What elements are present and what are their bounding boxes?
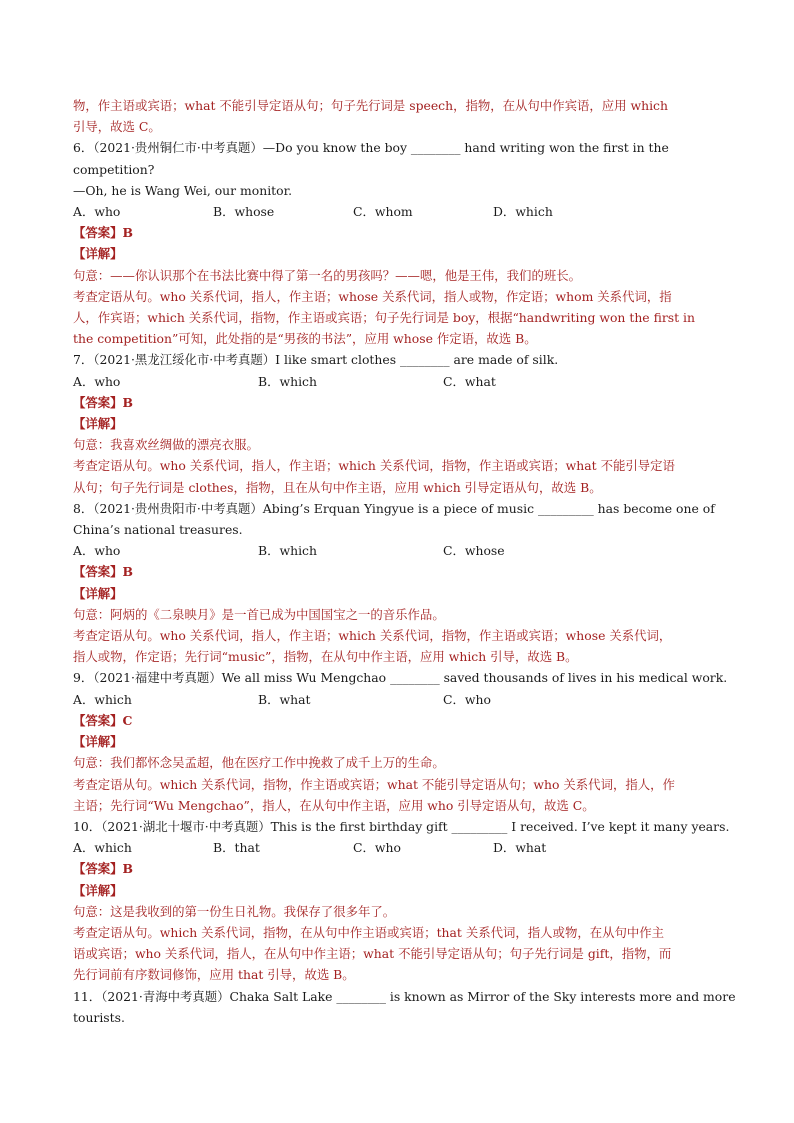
explanation (73, 265, 725, 350)
option-c: C．who (443, 691, 491, 707)
question-stem: 11．（2021·青海中考真题）Chaka Salt Lake ________ is known as Mirror of the Sky interests more and more (73, 988, 736, 1004)
detail-label: 【详解】 (73, 734, 123, 750)
question-stem: 6．（2021·贵州铜仁市·中考真题）—Do you know the boy ________ hand writing won the first in the (73, 140, 669, 156)
explanation-line: 考查定语从句。which 关系代词，指物，在从句中作主语或宾语；that 关系代词，指人或物，在从句中作主 (73, 924, 665, 940)
answer-label: 【答案】B (73, 394, 134, 410)
option-a: A．which (73, 840, 132, 856)
option-c: C．what (443, 373, 496, 389)
explanation-line: 考查定语从句。who 关系代词，指人，作主语；which 关系代词，指物，作主语或宾语；whose 关系代词， (73, 628, 672, 644)
option-d: D．which (493, 204, 553, 220)
question-7 (73, 349, 725, 497)
answer-options (73, 201, 725, 222)
question-8 (73, 498, 725, 668)
question-stem: competition? (73, 161, 155, 177)
explanation-line: 先行词前有序数词修饰，应用 that 引导，故选 B。 (73, 967, 355, 983)
explanation-line: 考查定语从句。which 关系代词，指物，作主语或宾语；what 不能引导定语从句；who 关系代词，指人，作 (73, 776, 675, 792)
explanation-line: 物，作主语或宾语；what 不能引导定语从句；句子先行词是 speech，指物，在从句中作宾语，应用 which (73, 98, 668, 113)
answer-label: 【答案】B (73, 861, 134, 877)
answer-label: 【答案】C (73, 712, 133, 728)
explanation-line: 语或宾语；who 关系代词，指人，在从句中作主语；what 不能引导定语从句；句子先行词是 gift，指物，而 (73, 946, 672, 962)
explanation-line: the competition”可知，此处指的是“男孩的书法”，应用 whose 作定语，故选 B。 (73, 331, 537, 347)
explanation-line: 人，作宾语；which 关系代词，指物，作主语或宾语；句子先行词是 boy，根据“handwriting won the first in (73, 310, 695, 326)
question-stem: 8．（2021·贵州贵阳市·中考真题）Abing’s Erquan Yingyue is a piece of music _________ has become one of (73, 500, 715, 516)
option-b: B．that (213, 840, 260, 856)
explanation-line: 句意：——你认识那个在书法比赛中得了第一名的男孩吗？——嗯，他是王伟，我们的班长。 (73, 267, 582, 283)
answer-label: 【答案】B (73, 564, 134, 580)
answer-options (73, 837, 725, 858)
explanation-line: 考查定语从句。who 关系代词，指人，作主语；whose 关系代词，指人或物，作定语；whom 关系代词，指 (73, 288, 672, 304)
detail-label: 【详解】 (73, 246, 123, 262)
detail-label: 【详解】 (73, 585, 123, 601)
explanation-line: 从句；句子先行词是 clothes，指物，且在从句中作主语，应用 which 引导定语从句，故选 B。 (73, 479, 602, 495)
explanation-line: 引导，故选 C。 (73, 119, 161, 135)
option-b: B．what (258, 691, 311, 707)
option-b: B．which (258, 373, 317, 389)
answer-options (73, 371, 725, 392)
option-c: C．who (353, 840, 401, 856)
answer-options (73, 540, 725, 561)
option-a: A．which (73, 691, 132, 707)
question-stem: tourists. (73, 1009, 125, 1025)
explanation (73, 901, 725, 986)
question-10 (73, 816, 730, 986)
explanation-line: 主语；先行词“Wu Mengchao”，指人，在从句中作主语，应用 who 引导定语从句，故选 C。 (73, 797, 595, 813)
explanation (73, 752, 725, 816)
question-9 (73, 667, 728, 815)
q5-explanation-tail (73, 95, 725, 137)
question-stem: —Oh, he is Wang Wei, our monitor. (73, 182, 293, 198)
option-d: D．what (493, 840, 547, 856)
explanation-line: 句意：这是我收到的第一份生日礼物。我保存了很多年了。 (73, 903, 396, 919)
answer-options (73, 689, 725, 710)
question-11 (73, 986, 736, 1028)
detail-label: 【详解】 (73, 416, 123, 432)
explanation-line: 句意：我喜欢丝绸做的漂亮衣服。 (73, 437, 259, 453)
option-b: B．whose (213, 204, 275, 220)
option-a: A．who (73, 543, 121, 559)
detail-label: 【详解】 (73, 882, 123, 898)
option-b: B．which (258, 543, 317, 559)
explanation (73, 604, 725, 668)
explanation (73, 434, 725, 498)
option-a: A．who (73, 373, 121, 389)
explanation-line: 考查定语从句。who 关系代词，指人，作主语；which 关系代词，指物，作主语或宾语；what 不能引导定语 (73, 458, 675, 474)
document-page (73, 95, 736, 1028)
question-stem: 9．（2021·福建中考真题）We all miss Wu Mengchao ________ saved thousands of lives in his medical work. (73, 670, 728, 686)
question-stem: 10．（2021·湖北十堰市·中考真题）This is the first birthday gift _________ I received. I’ve kept it many years. (73, 818, 730, 834)
question-stem: 7．（2021·黑龙江绥化市·中考真题）I like smart clothes ________ are made of silk. (73, 352, 559, 368)
explanation-line: 句意：阿炳的《二泉映月》是一首已成为中国国宝之一的音乐作品。 (73, 606, 445, 622)
answer-label: 【答案】B (73, 225, 134, 241)
question-6 (73, 137, 725, 349)
explanation-line: 指人或物，作定语；先行词“music”，指物，在从句中作主语，应用 which 引导，故选 B。 (73, 649, 578, 665)
option-c: C．whom (353, 204, 413, 220)
explanation-line: 句意：我们都怀念吴孟超，他在医疗工作中挽救了成千上万的生命。 (73, 755, 445, 771)
option-a: A．who (73, 204, 121, 220)
option-c: C．whose (443, 543, 505, 559)
question-stem: China’s national treasures. (73, 522, 243, 538)
